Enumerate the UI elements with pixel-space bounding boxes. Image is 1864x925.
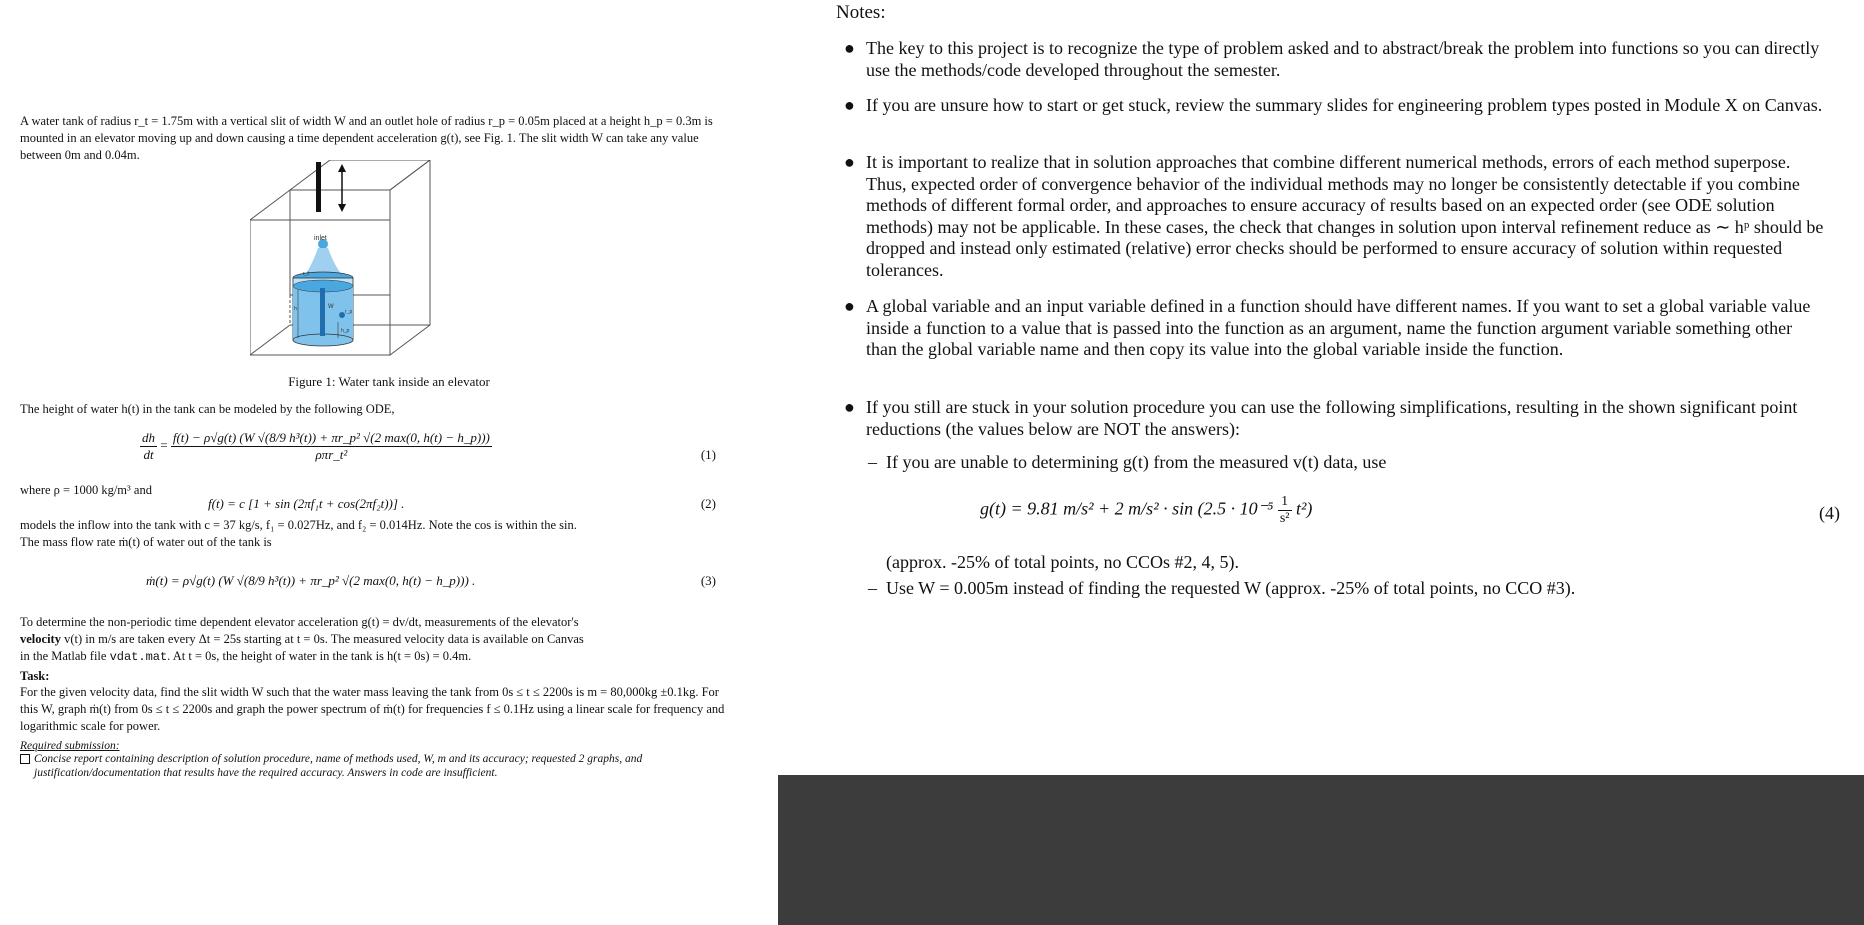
notes-title: Notes:	[836, 2, 886, 23]
sub-item-1-note: (approx. -25% of total points, no CCOs #2, 4, 5).	[886, 552, 1239, 572]
determine-line-2: velocity v(t) in m/s are taken every Δt = 25s starting at t = 0s. The measured velocity data is available on Canvas	[20, 632, 584, 646]
elevator-tank-figure	[250, 160, 450, 365]
required-heading: Required submission:	[20, 740, 120, 752]
document-page-right	[778, 0, 1864, 775]
label-rt: r_t	[303, 271, 309, 277]
figure-caption: Figure 1: Water tank inside an elevator	[288, 374, 490, 389]
sub-item-1: – If you are unable to determining g(t) from the measured v(t) data, use	[868, 452, 1387, 472]
equation-3-number: (3)	[700, 573, 716, 588]
label-w: W	[328, 304, 334, 310]
required-item: Concise report containing description of solution procedure, name of methods used, W, m and its accuracy; requested 2 graphs, and justification/documentation that results have the required accuracy. Answers in code are insufficient.	[20, 752, 734, 780]
label-inlet: inlet	[314, 235, 327, 242]
equation-3: ṁ(t) = ρ√g(t) (W √(8/9 h³(t)) + πr_p² √(2 max(0, h(t) − h_p))) .	[146, 573, 476, 588]
task-heading: Task:	[20, 669, 50, 683]
document-page-left	[0, 0, 778, 925]
intro-paragraph: A water tank of radius r_t = 1.75m with a vertical slit of width W and an outlet hole of radius r_p = 0.05m placed at a height h_p = 0.3m is mounted in an elevator moving up and down causing a time dependent acceleration g(t), see Fig. 1. The slit width W can take any value between 0m and 0.04m.	[20, 114, 713, 162]
matlab-filename: vdat.mat	[109, 650, 168, 664]
models-text-1: models the inflow into the tank with c = 37 kg/s, f₁ = 0.027Hz, and f₂ = 0.014Hz. Note the cos is within the sin.	[20, 518, 577, 532]
viewer-background	[778, 775, 1864, 925]
sub-item-2: – Use W = 0.005m instead of finding the requested W (approx. -25% of total points, no CCO #3).	[868, 578, 1576, 598]
determine-line-1: To determine the non-periodic time dependent elevator acceleration g(t) = dv/dt, measurements of the elevator's	[20, 615, 579, 629]
equation-2: f(t) = c [1 + sin (2πf₁t + cos(2πf₂t))] .	[208, 496, 405, 511]
note-bullet-3: ● It is important to realize that in solution approaches that combine different numerical methods, errors of each method superpose. Thus, expected order of convergence behavior of the individual methods may no longer be consistently detectable if you combine methods of different formal order, and approaches to ensure accuracy of results based on an expected order (see ODE solution methods) may not be applicable. In these cases, the check that changes in solution upon interval refinement reduce as ∼ hᵖ should be dropped and instead only estimated (relative) error checks should be performed to ensure accuracy of solution within requested tolerances.	[844, 152, 1824, 280]
where-text: where ρ = 1000 kg/m³ and	[20, 483, 152, 497]
task-paragraph: For the given velocity data, find the slit width W such that the water mass leaving the tank from 0s ≤ t ≤ 2200s is m = 80,000kg ±0.1kg. For this W, graph ṁ(t) from 0s ≤ t ≤ 2200s and graph the power spectrum of ṁ(t) for frequencies f ≤ 0.1Hz using a linear scale for frequency and logarithmic scale for power.	[20, 685, 725, 733]
height-paragraph: The height of water h(t) in the tank can be modeled by the following ODE,	[20, 402, 395, 416]
label-hp: h_p	[341, 328, 350, 334]
equation-1: $\frac{dh}{dt}$ = f(t) − ρ√g(t) (W √(8/9 h³(t)) + πr_p² √(2 max(0, h(t) − h_p))) ρπr_t²	[142, 430, 490, 462]
equation-2-number: (2)	[700, 496, 716, 511]
note-bullet-1: ● The key to this project is to recognize the type of problem asked and to abstract/break the problem into functions so you can directly use the methods/code developed throughout the semester.	[844, 38, 1820, 80]
note-bullet-5: ● If you still are stuck in your solution procedure you can use the following simplifications, resulting in the shown significant point reductions (the values below are NOT the answers):	[844, 397, 1798, 439]
label-rp: r_p	[345, 309, 353, 315]
equation-1-number: (1)	[700, 447, 716, 462]
models-text-2: The mass flow rate ṁ(t) of water out of the tank is	[20, 535, 272, 549]
note-bullet-4: ● A global variable and an input variable defined in a function should have different names. If you want to set a global variable value inside a function to a value that is passed into the function as an argument, name the function argument variable something other than the global variable name and then copy its value into the global variable inside the function.	[844, 296, 1811, 359]
determine-line-3: in the Matlab file vdat.mat. At t = 0s, the height of water in the tank is h(t = 0s) = 0.4m.	[20, 649, 472, 664]
equation-4-number: (4)	[1819, 503, 1840, 523]
note-bullet-2: ● If you are unsure how to start or get stuck, review the summary slides for engineering problem types posted in Module X on Canvas.	[844, 95, 1823, 115]
label-h: h	[294, 306, 297, 312]
checkbox-icon	[20, 754, 30, 764]
equation-4: g(t) = 9.81 m/s² + 2 m/s² · sin (2.5 · 10⁻⁵ $\frac{1}{\text{s²}}$ t²)	[980, 494, 1313, 526]
